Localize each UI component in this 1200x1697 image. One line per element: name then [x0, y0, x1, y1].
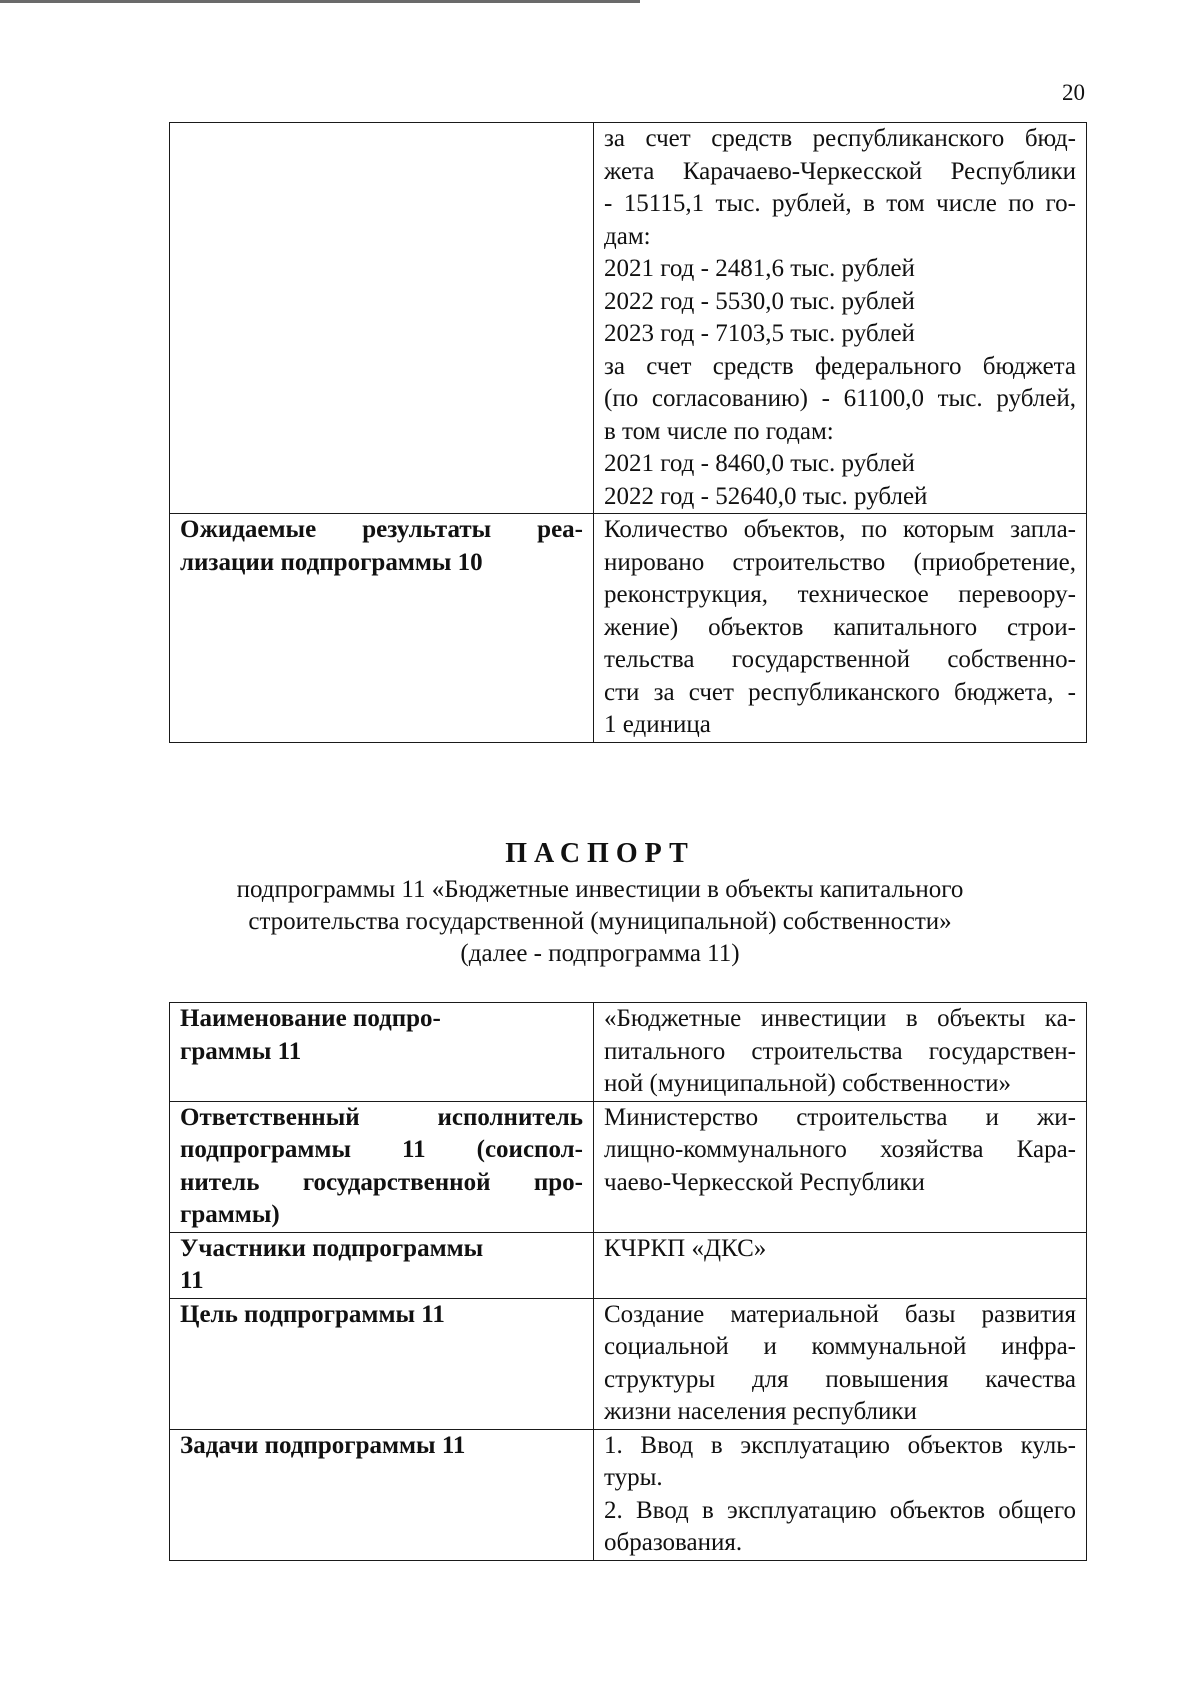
row-label-cell — [170, 123, 594, 514]
text-line: жение) объектов капитального строи- — [604, 613, 1076, 641]
label-line: подпрограммы 11 (соиспол- — [180, 1136, 583, 1163]
text-line: чаево-Черкесской Республики — [604, 1168, 925, 1196]
label-line: Цель подпрограммы 11 — [180, 1300, 445, 1328]
label-line: лизации подпрограммы 10 — [180, 548, 483, 576]
passport-subtitle — [150, 874, 1050, 970]
text-line: КЧРКП «ДКС» — [604, 1234, 767, 1262]
text-line: 1. Ввод в эксплуатацию объектов куль- — [604, 1431, 1076, 1459]
text-line: образования. — [604, 1529, 743, 1556]
row-value-cell — [594, 123, 1087, 514]
text-line: (по согласованию) - 61100,0 тыс. рублей, — [604, 385, 1076, 412]
row-value-cell — [594, 1429, 1087, 1560]
table-row — [170, 514, 1087, 743]
text-line: сти за счет республиканского бюджета, - — [604, 678, 1076, 706]
row-value-cell — [594, 514, 1087, 743]
page-number: 20 — [1062, 80, 1085, 105]
text-line: жета Карачаево-Черкесской Республики — [604, 157, 1076, 185]
table-row — [170, 123, 1087, 514]
label-line: Участники подпрограммы — [180, 1234, 484, 1262]
table-row — [170, 1101, 1087, 1232]
subprogram-10-table — [169, 122, 1087, 743]
row-label-cell — [170, 1101, 594, 1232]
label-line: нитель государственной про- — [180, 1168, 583, 1196]
text-line: 2022 год - 52640,0 тыс. рублей — [604, 482, 928, 510]
text-line: Министерство строительства и жи- — [604, 1103, 1076, 1131]
scan-edge-line — [0, 0, 640, 3]
row-value-cell — [594, 1101, 1087, 1232]
text-line: «Бюджетные инвестиции в объекты ка- — [604, 1005, 1076, 1032]
text-line: реконструкция, техническое перевоору- — [604, 581, 1076, 608]
label-line: Наименование подпро- — [180, 1005, 441, 1032]
row-label-cell — [170, 1298, 594, 1429]
label-line: Ожидаемые результаты реа- — [180, 516, 583, 543]
row-value-cell — [594, 1232, 1087, 1298]
text-line: в том числе по годам: — [604, 417, 834, 445]
text-line: 2. Ввод в эксплуатацию объектов общего — [604, 1496, 1076, 1524]
text-line: жизни населения республики — [604, 1398, 917, 1425]
text-line: за счет средств федерального бюджета — [604, 352, 1076, 380]
table-row — [170, 1003, 1087, 1102]
row-value-cell — [594, 1298, 1087, 1429]
row-label-cell — [170, 1232, 594, 1298]
text-line: структуры для повышения качества — [604, 1365, 1076, 1393]
subtitle-line: строительства государственной (муниципальной) собственности» — [248, 908, 952, 935]
text-line: 1 единица — [604, 711, 711, 738]
subtitle-line: (далее - подпрограмма 11) — [460, 940, 740, 967]
row-value-cell — [594, 1003, 1087, 1102]
text-line: питального строительства государствен- — [604, 1037, 1076, 1065]
label-line: граммы 11 — [180, 1037, 302, 1065]
text-line: 2021 год - 2481,6 тыс. рублей — [604, 255, 915, 282]
subtitle-line: подпрограммы 11 «Бюджетные инвестиции в объекты капитального — [236, 876, 964, 903]
label-line: Задачи подпрограммы 11 — [180, 1431, 466, 1459]
subprogram-11-passport-table — [169, 1002, 1087, 1561]
text-line: нировано строительство (приобретение, — [604, 548, 1076, 576]
row-label-cell — [170, 1429, 594, 1560]
text-line: тельства государственной собственно- — [604, 646, 1076, 673]
text-line: ной (муниципальной) собственности» — [604, 1070, 1011, 1097]
row-label-cell — [170, 514, 594, 743]
label-line: граммы) — [180, 1201, 280, 1228]
text-line: за счет средств республиканского бюд- — [604, 125, 1076, 152]
text-line: Создание материальной базы развития — [604, 1300, 1076, 1328]
label-line: 11 — [180, 1267, 204, 1294]
text-line: туры. — [604, 1464, 663, 1491]
table-row — [170, 1232, 1087, 1298]
passport-title: ПАСПОРТ — [505, 838, 695, 869]
text-line: дам: — [604, 222, 651, 250]
text-line: лищно-коммунального хозяйства Кара- — [604, 1136, 1076, 1163]
text-line: 2022 год - 5530,0 тыс. рублей — [604, 287, 915, 315]
table-row — [170, 1429, 1087, 1560]
table-row — [170, 1298, 1087, 1429]
text-line: Количество объектов, по которым запла- — [604, 516, 1076, 543]
text-line: 2021 год - 8460,0 тыс. рублей — [604, 450, 915, 477]
text-line: - 15115,1 тыс. рублей, в том числе по го- — [604, 190, 1076, 217]
label-line: Ответственный исполнитель — [180, 1103, 583, 1131]
row-label-cell — [170, 1003, 594, 1102]
text-line: социальной и коммунальной инфра- — [604, 1333, 1076, 1360]
text-line: 2023 год - 7103,5 тыс. рублей — [604, 320, 915, 347]
